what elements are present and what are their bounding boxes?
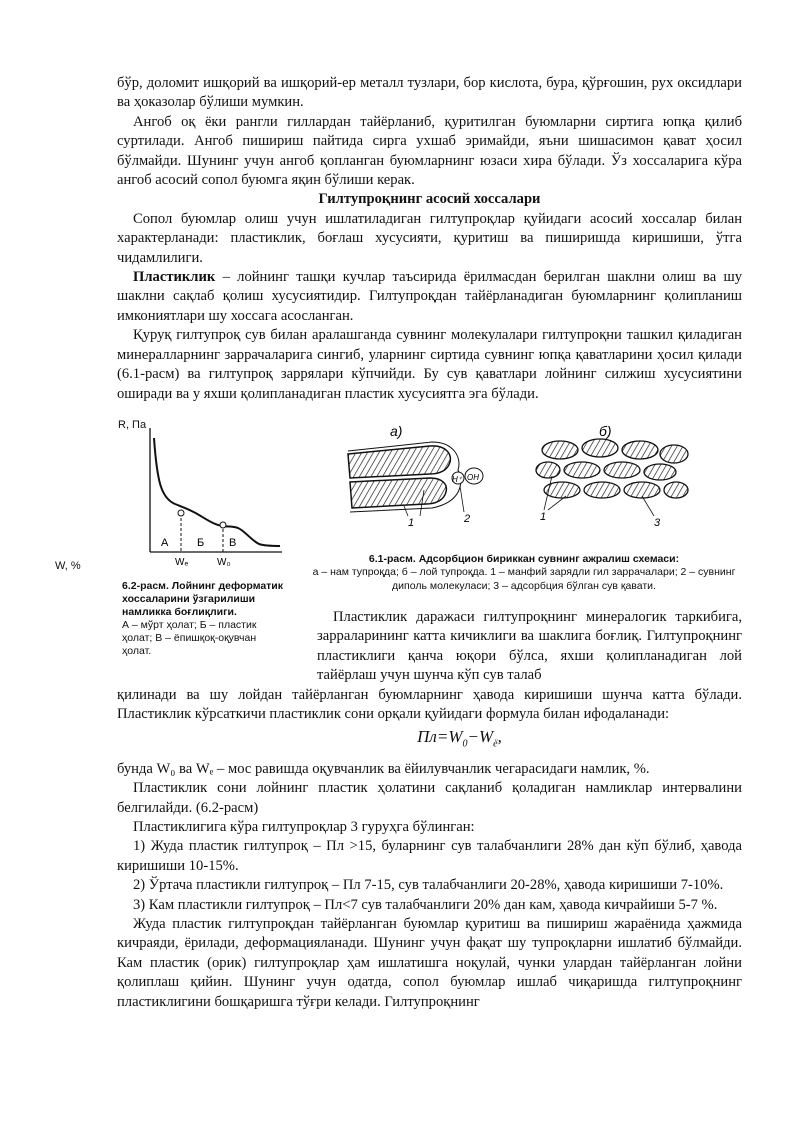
fig61-diagram <box>312 418 742 538</box>
paragraph <box>117 268 742 326</box>
list-item: 1) Жуда пластик гилтупроқ – Пл >15, буларнинг сув талабчанлиги 28% дан кўп бўлиб, ҳавода киришиши 10-15%. <box>117 838 742 874</box>
fig61-leader-1a <box>404 506 408 516</box>
fig62-caption-title: 6.2-расм. Лойнинг деформатик хоссаларини ўзгарилиши намликка боғлиқлиги. <box>122 579 284 618</box>
paragraph: қилинади ва шу лойдан тайёрланган буюмларнинг ҳавода киришиши шунча катта бўлади. Пластиклик кўрсаткичи пластиклик сони орқали қуйидаги формула билан ифодаланади: <box>117 686 742 722</box>
fig62-curve <box>154 438 280 546</box>
fig62-zone-c: В <box>229 536 237 549</box>
paragraph: Сопол буюмлар олиш учун ишлатиладиган гилтупроқлар қуйидаги асосий хоссалар билан характерланади: пластиклик, боғлаш хусусияти, қуритиш ва пиширишда киришиши, ўтга чидамлилиги. <box>117 210 742 266</box>
fig61-label-b: б) <box>599 422 612 439</box>
section-heading: Гилтупроқнинг асосий хоссалари <box>318 191 541 208</box>
fig61-num-2: 2 <box>464 512 471 525</box>
fig61-leader-3 <box>642 496 654 516</box>
formula-w0: W <box>448 727 463 747</box>
fig62-point-we <box>178 510 184 516</box>
formula-sub-e: ё <box>493 738 498 750</box>
formula-lhs: Пл <box>417 727 437 747</box>
page-body <box>55 74 742 1012</box>
list-item: 3) Кам пластикли гилтупроқ – Пл<7 сув талабчанлиги 20% дан кам, ҳавода кичрайиши 5-7 %. <box>133 896 718 913</box>
paragraph: Жуда пластик гилтупроқдан тайёрланган буюмлар қуритиш ва пишириш жараёнида ҳажмида кичраяди, ёрилади, деформацияланади. Шунинг учун фақат шу тупроқларни ишлатиб бўлмайди. Кам пластик (орик) гилтупроқлар ҳам ишлатишга ноқулай, чунки улардан тайёрланган лойни қолиплаш қийин. Шунинг учун одатда, сопол буюмлар ишлаб чиқаришда гилтупроқнинг пластиклигини бошқаришга тўғри келади. Гилтупроқнинг <box>117 915 742 1010</box>
fig61-particle-lower <box>350 478 446 508</box>
formula-sub-0: 0 <box>462 738 468 750</box>
fig61-oh-ion-label: ОН <box>467 472 479 482</box>
fig62-graph <box>117 426 287 566</box>
fig62-zone-b: Б <box>197 536 205 549</box>
definition-text: – лойнинг ташқи кучлар таъсирида ёрилмасдан берилган шаклни олиш ва шу шаклни сақлаб қолиш хусусиятидир. Гилтупроқдан тайёрланадиган буюмларнинг қолипланиш имкониятлари шу хоссага асосланган. <box>117 269 742 324</box>
fig62-tick-we: Wₑ <box>175 556 189 566</box>
fig61-label-a: а) <box>390 422 403 439</box>
fig61-caption-title: 6.1-расм. Адсорбцион бириккан сувнинг ажралиш схемаси: <box>368 552 680 565</box>
fig62-x-axis-label: W, % <box>55 559 81 572</box>
fig62-y-axis-label: R, Па <box>118 418 147 431</box>
paragraph-wrapped: Пластиклик даражаси гилтупроқнинг минералогик таркибига, зарраларининг катта кичиклиги ва шаклига боғлиқ. Гилтупроқнинг пластиклиги қанча юқори бўлса, яхши қолипланадиган лой тайёрлаш учун шунча кўп сув талаб <box>317 608 742 684</box>
paragraph: Пластиклигига кўра гилтупроқлар 3 гуруҳга бўлинган: <box>133 818 475 835</box>
fig62-point-w0 <box>220 522 226 528</box>
fig62-caption <box>122 580 287 658</box>
paragraph: Ангоб оқ ёки рангли гиллардан тайёрланиб, қуритилган буюмларни сиртига юпқа қилиб суртилади. Ангоб пишириш пайтида сирга ухшаб эримайди, яъни шишасимон қават ҳосил бўлмайди. Шунинг учун ангоб қопланган буюмларнинг юзаси хира бўлади. Ўз хоссаларига кўра ангоб асосий сопол буюмга яқин бўлиши керак. <box>117 113 742 189</box>
fig61-caption-text: а – нам тупроқда; б – лой тупроқда. 1 – манфий зарядли гил заррачалари; 2 – сувнинг диполь молекуласи; 3 – адсорбция бўлган сув қавати. <box>312 566 736 592</box>
paragraph: бунда W₀ ва Wₑ – мос равишда оқувчанлик ва ёйилувчанлик чегарасидаги намлик, %. <box>117 760 650 777</box>
fig61-num-1a: 1 <box>408 516 415 529</box>
fig61-num-1b: 1 <box>540 510 547 523</box>
fig61-clay-stack <box>536 439 688 498</box>
fig62-tick-w0: W₀ <box>217 556 231 566</box>
fig61-h-ion-label: Н⁺ <box>452 474 462 484</box>
fig62-zone-a: А <box>161 536 169 549</box>
formula: $Пл=W_0-W_ё$, <box>417 727 502 750</box>
term-plasticity: Пластиклик <box>133 269 216 286</box>
fig61-caption <box>309 553 739 594</box>
paragraph: Пластиклик сони лойнинг пластик ҳолатини сақланиб қоладиган намликлар интервалини белгилайди. (6.2-расм) <box>117 780 742 816</box>
list-item: 2) Ўртача пластикли гилтупроқ – Пл 7-15, сув талабчанлиги 20-28%, ҳавода киришиши 7-10%. <box>133 877 724 894</box>
paragraph: Қуруқ гилтупроқ сув билан аралашганда сувнинг молекулалари гилтупроқни ташкил қиладиган минералларнинг заррачаларига сингиб, уларнинг сиртида сувнинг юпқа қаватларини ҳосил қилади (6.1-расм) ва гилтупроқ заррялари кўпчийди. Бу сув қаватлари лойнинг силжиш хусусиятини оширади ва у яхши қолипланадиган пластик хусусиятга эга бўлади. <box>117 327 742 402</box>
fig62-caption-text: А – мўрт ҳолат; Б – пластик ҳолат; В – ёпишқоқ-оқувчан ҳолат. <box>122 618 257 657</box>
paragraph: бўр, доломит ишқорий ва ишқорий-ер металл тузлари, бор кислота, бура, қўрғошин, рух оксидлари ва ҳоказолар бўлиши мумкин. <box>117 75 742 111</box>
fig61-leader-2 <box>460 486 464 512</box>
fig61-num-3: 3 <box>654 516 661 529</box>
formula-we: W <box>478 727 494 747</box>
fig61-particle-upper <box>348 446 450 478</box>
